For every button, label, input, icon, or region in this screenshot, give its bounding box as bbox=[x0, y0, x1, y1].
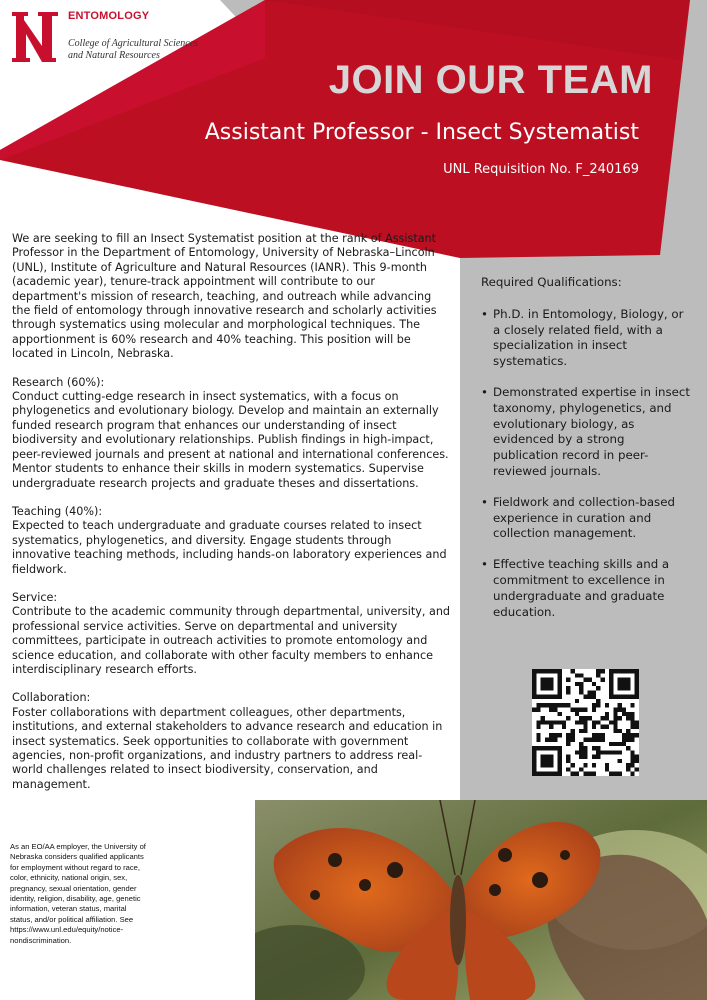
requisition-number: UNL Requisition No. F_240169 bbox=[443, 162, 639, 177]
qualification-item: • Effective teaching skills and a commitment to excellence in undergraduate and graduate education. bbox=[481, 557, 693, 620]
collaboration-heading: Collaboration: bbox=[12, 691, 91, 705]
teaching-body: Expected to teach undergraduate and graduate courses related to insect systematics, phylogenetics, and diversity. Engage students through innovative teaching methods, including hands-on laboratory experiences and fieldwork. bbox=[12, 519, 447, 576]
nebraska-n-logo-icon bbox=[12, 12, 58, 62]
qualifications-heading: Required Qualifications: bbox=[481, 275, 622, 289]
department-name: ENTOMOLOGY bbox=[68, 10, 150, 22]
qr-code-icon[interactable] bbox=[532, 669, 639, 776]
service-body: Contribute to the academic community through departmental, university, and professional service activities. Serve on departmental and university committees, participate in outreach activities to promote entomology and science education, and collaborate with other faculty members to enhance interdisciplinary research efforts. bbox=[12, 605, 451, 676]
qualification-item: • Ph.D. in Entomology, Biology, or a closely related field, with a specialization in insect systematics. bbox=[481, 307, 693, 370]
position-title: Assistant Professor - Insect Systematist bbox=[204, 120, 639, 145]
headline: JOIN OUR TEAM bbox=[328, 58, 653, 102]
research-section bbox=[12, 376, 452, 491]
college-name bbox=[68, 38, 218, 62]
teaching-section bbox=[12, 505, 452, 577]
butterfly-photo bbox=[255, 800, 707, 1000]
service-section bbox=[12, 591, 452, 677]
intro-paragraph: We are seeking to fill an Insect Systematist position at the rank of Assistant Professor in the Department of Entomology, University of Nebraska–Lincoln (UNL), Institute of Agriculture and Natural Resources (IANR). This 9-month (academic year), tenure-track appointment will contribute to our department's mission of research, teaching, and outreach while advancing the field of entomology through innovative research and scholarly activities through systematics using molecular and morphological techniques. The apportionment is 60% research and 40% teaching. This position will be located in Lincoln, Nebraska. bbox=[12, 232, 437, 361]
qualifications-panel bbox=[481, 275, 693, 635]
job-description bbox=[12, 232, 452, 806]
qualification-item: • Fieldwork and collection-based experience in curation and collection management. bbox=[481, 495, 693, 542]
collaboration-section bbox=[12, 691, 452, 792]
eo-statement: As an EO/AA employer, the University of Nebraska considers qualified applicants for employment without regard to race, color, ethnicity, national origin, sex, pregnancy, sexual orientation, gender identity, religion, disability, age, genetic information, veteran status, marital status, and/or political affiliation. See https://www.unl.edu/equity/notice-nondiscrimination. bbox=[10, 842, 146, 945]
qualifications-list bbox=[481, 307, 693, 621]
collaboration-body: Foster collaborations with department colleagues, other departments, institutions, and external stakeholders to advance research and education in insect systematics. Seek opportunities to collaborate with government agencies, non-profit organizations, and industry partners to address real-world challenges related to insect biodiversity, conservation, and management. bbox=[12, 705, 443, 791]
service-heading: Service: bbox=[12, 590, 58, 604]
teaching-heading: Teaching (40%): bbox=[12, 504, 103, 518]
research-body: Conduct cutting-edge research in insect systematics, with a focus on phylogenetics and evolutionary biology. Develop and maintain an externally funded research program that enhances our understanding of insect biodiversity and evolutionary relationships. Publish findings in high-impact, peer-reviewed journals and present at national and international conferences. Mentor students to enhance their skills in modern systematics. Supervise undergraduate research projects and graduate theses and dissertations. bbox=[12, 390, 449, 490]
qualification-item: • Demonstrated expertise in insect taxonomy, phylogenetics, and evolutionary biology, as evidenced by a strong publication record in peer-reviewed journals. bbox=[481, 385, 693, 480]
college-line-2: and Natural Resources bbox=[68, 50, 160, 61]
college-line-1: College of Agricultural Sciences bbox=[68, 38, 199, 49]
research-heading: Research (60%): bbox=[12, 375, 105, 389]
